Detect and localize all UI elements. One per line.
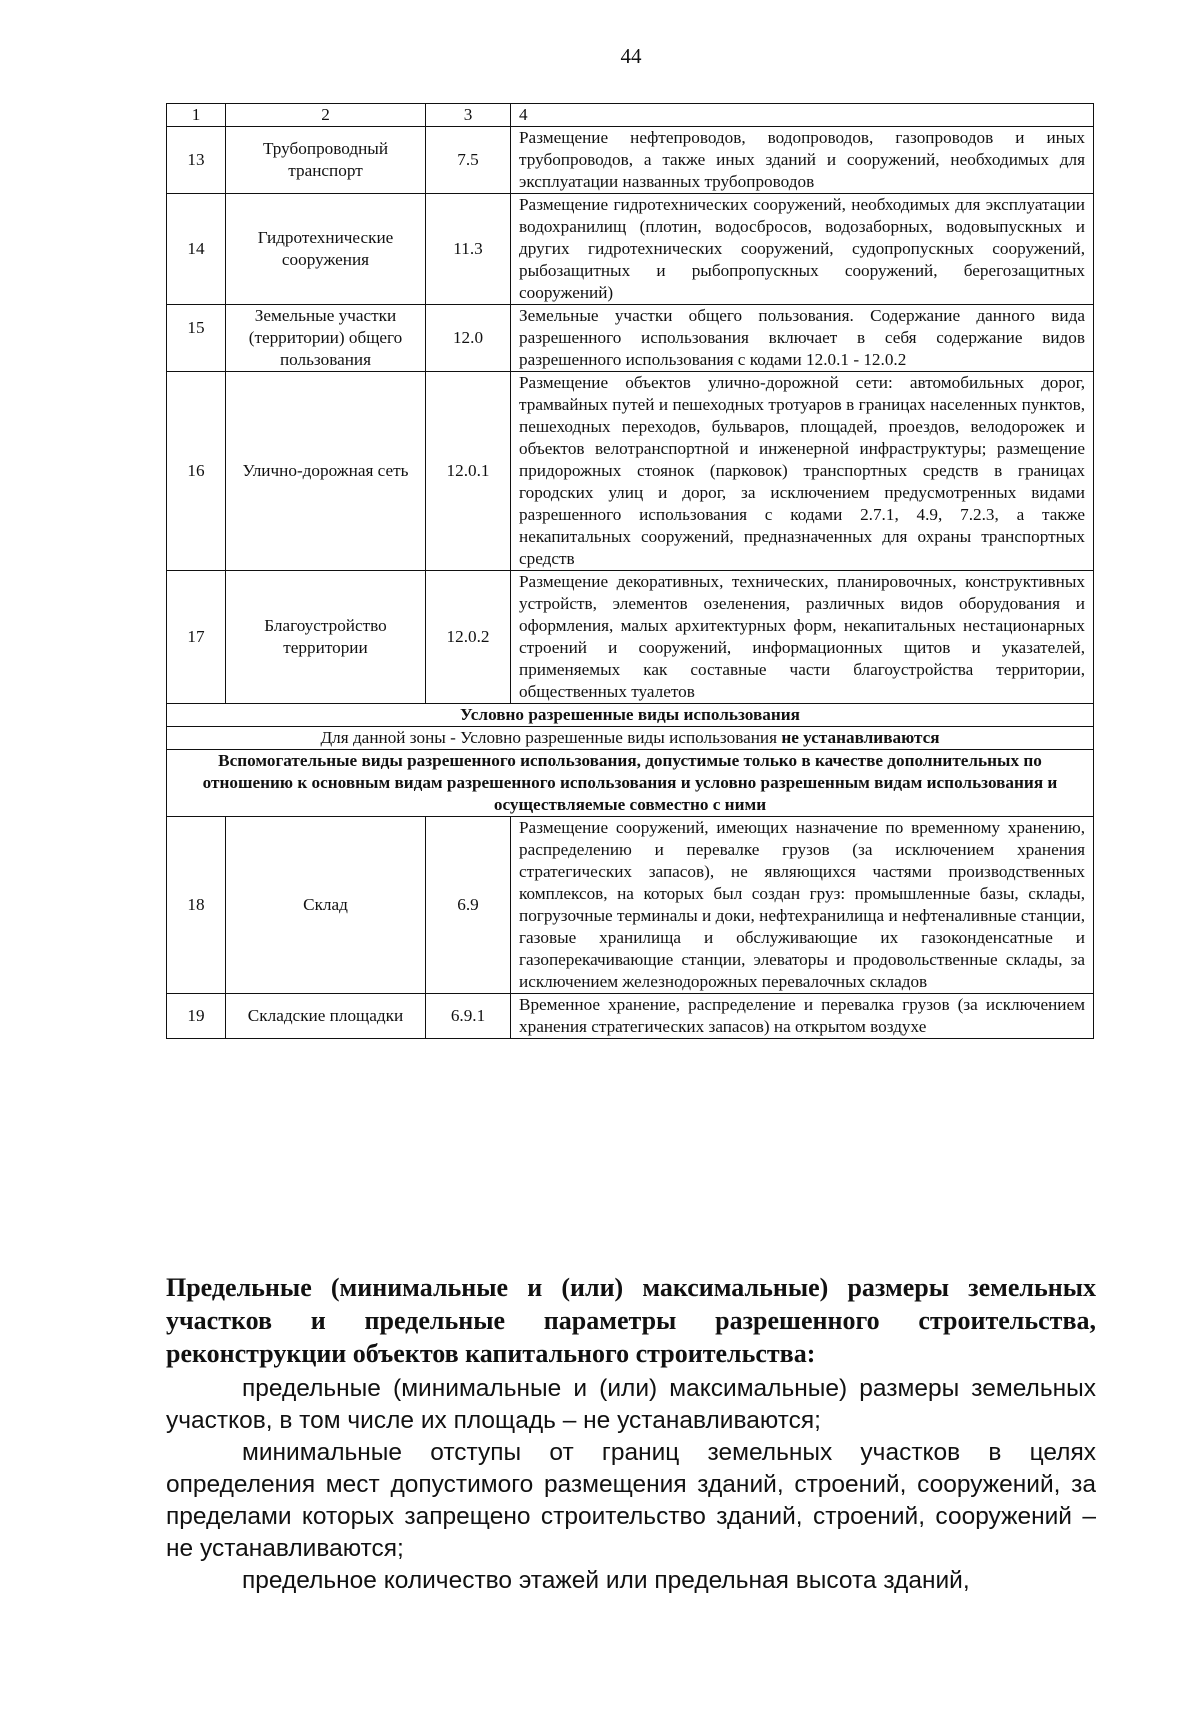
- use-type-description: Временное хранение, распределение и перевалка грузов (за исключением хранения стратегических запасов) на открытом воздухе: [511, 994, 1094, 1039]
- note-emphasis: не устанавливаются: [781, 728, 940, 747]
- use-type-description: Размещение гидротехнических сооружений, необходимых для эксплуатации водохранилищ (плотин, водосбросов, водозаборных, водовыпускных и других гидротехнических сооружений, судопропускных сооружений, рыбозащитных и рыбопропускных сооружений, берегозащитных сооружений): [511, 194, 1094, 305]
- use-type-description: Размещение декоративных, технических, планировочных, конструктивных устройств, элементов озеленения, различных видов оборудования и оформления, малых архитектурных форм, некапитальных нестационарных строений и сооружений, информационных щитов и указателей, применяемых как составные части благоустройства территории, общественных туалетов: [511, 571, 1094, 704]
- row-number: 16: [167, 372, 226, 571]
- use-type-description: Земельные участки общего пользования. Содержание данного вида разрешенного использования включает в себя содержание видов разрешенного использования с кодами 12.0.1 - 12.0.2: [511, 305, 1094, 372]
- paragraph: предельное количество этажей или предельная высота зданий,: [242, 1567, 970, 1594]
- row-number: 14: [167, 194, 226, 305]
- use-type-code: 6.9.1: [426, 994, 511, 1039]
- use-type-name: Благоустройство территории: [226, 571, 426, 704]
- table-row: [167, 127, 1094, 194]
- use-type-code: 7.5: [426, 127, 511, 194]
- row-number: 15: [167, 305, 226, 372]
- row-number: 13: [167, 127, 226, 194]
- table-row: [167, 305, 1094, 372]
- section-note-conditional: [167, 727, 1094, 750]
- use-type-name: Трубопроводный транспорт: [226, 127, 426, 194]
- paragraph: минимальные отступы от границ земельных участков в целях определения мест допустимого размещения зданий, строений, сооружений, за пределами которых запрещено строительство зданий, строений, сооружений – не устанавливаются;: [166, 1439, 1096, 1562]
- use-type-name: Склад: [226, 817, 426, 994]
- land-use-table: [166, 103, 1094, 1039]
- header-col-4: 4: [511, 104, 1094, 127]
- section-title-auxiliary: Вспомогательные виды разрешенного использования, допустимые только в качестве дополнительных по отношению к основным видам разрешенного использования и условно разрешенным видам использования и осуществляемые совместно с ними: [167, 750, 1094, 817]
- use-type-code: 12.0.1: [426, 372, 511, 571]
- section-row-conditional: [167, 704, 1094, 727]
- page-number: 44: [620, 44, 642, 68]
- use-type-code: 6.9: [426, 817, 511, 994]
- paragraph: предельные (минимальные и (или) максимальные) размеры земельных участков, в том числе их площадь – не устанавливаются;: [166, 1375, 1096, 1434]
- table-row: [167, 817, 1094, 994]
- table-row: [167, 194, 1094, 305]
- table-row: [167, 372, 1094, 571]
- use-type-name: Земельные участки (территории) общего пользования: [226, 305, 426, 372]
- section-heading: Предельные (минимальные и (или) максимальные) размеры земельных участков и предельные параметры разрешенного строительства, реконструкции объектов капитального строительства:: [166, 1273, 1096, 1368]
- table-row: [167, 571, 1094, 704]
- use-type-description: Размещение объектов улично-дорожной сети: автомобильных дорог, трамвайных путей и пешеходных тротуаров в границах населенных пунктов, пешеходных переходов, бульваров, площадей, проездов, велодорожек и объектов велотранспортной и инженерной инфраструктуры; размещение придорожных стоянок (парковок) транспортных средств в границах городских улиц и дорог, за исключением предусмотренных видами разрешенного использования с кодами 2.7.1, 4.9, 7.2.3, а также некапитальных сооружений, предназначенных для охраны транспортных средств: [511, 372, 1094, 571]
- row-number: 19: [167, 994, 226, 1039]
- use-type-description: Размещение сооружений, имеющих назначение по временному хранению, распределению и перевалке грузов (за исключением хранения стратегических запасов), не являющихся частями производственных комплексов, на которых был создан груз: промышленные базы, склады, погрузочные терминалы и доки, нефтехранилища и нефтеналивные станции, газовые хранилища и обслуживающие их газоконденсатные и газоперекачивающие станции, элеваторы и продовольственные склады, за исключением железнодорожных перевалочных складов: [511, 817, 1094, 994]
- use-type-code: 12.0: [426, 305, 511, 372]
- section-row-conditional-note: [167, 727, 1094, 750]
- header-col-3: 3: [426, 104, 511, 127]
- use-type-code: 11.3: [426, 194, 511, 305]
- use-type-name: Улично-дорожная сеть: [226, 372, 426, 571]
- section-title-conditional: Условно разрешенные виды использования: [167, 704, 1094, 727]
- use-type-description: Размещение нефтепроводов, водопроводов, газопроводов и иных трубопроводов, а также иных зданий и сооружений, необходимых для эксплуатации названных трубопроводов: [511, 127, 1094, 194]
- body-text: [166, 1373, 1096, 1597]
- table-header-row: [167, 104, 1094, 127]
- section-row-auxiliary: [167, 750, 1094, 817]
- header-col-2: 2: [226, 104, 426, 127]
- row-number: 18: [167, 817, 226, 994]
- header-col-1: 1: [167, 104, 226, 127]
- table-row: [167, 994, 1094, 1039]
- use-type-name: Гидротехнические сооружения: [226, 194, 426, 305]
- row-number: 17: [167, 571, 226, 704]
- note-text: Для данной зоны - Условно разрешенные виды использования: [320, 728, 778, 747]
- use-type-code: 12.0.2: [426, 571, 511, 704]
- use-type-name: Складские площадки: [226, 994, 426, 1039]
